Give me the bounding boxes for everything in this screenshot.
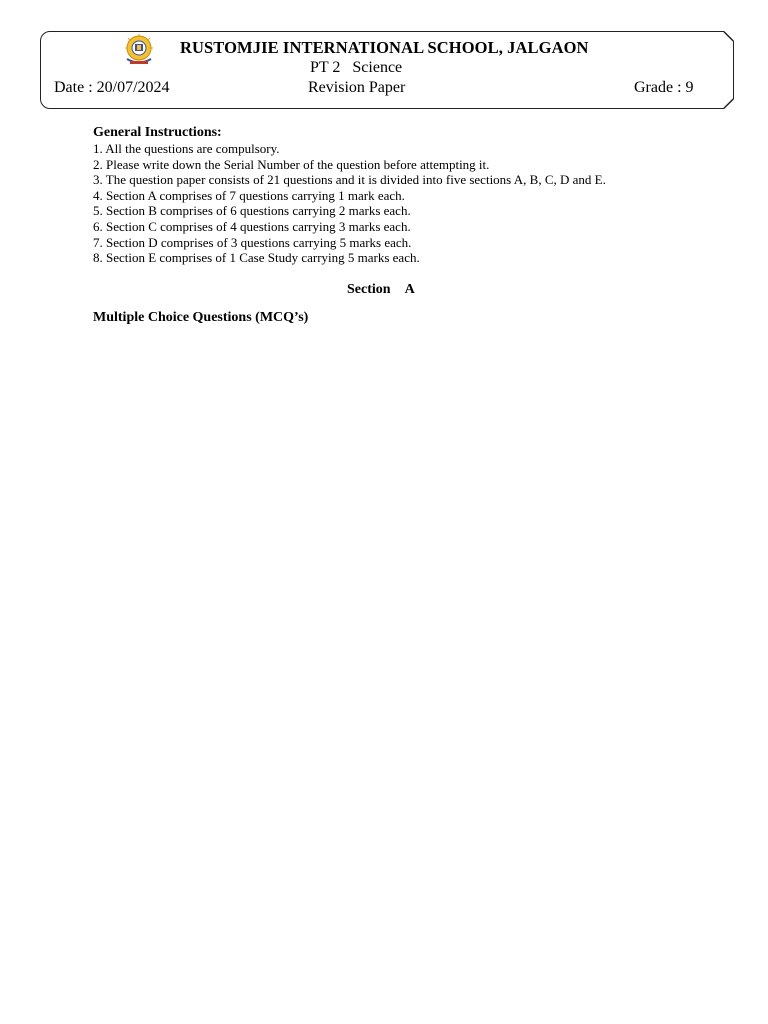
exam-subject-line bbox=[310, 59, 402, 77]
instruction-item: 1. All the questions are compulsory. bbox=[93, 141, 280, 156]
paper-type: Revision Paper bbox=[308, 79, 406, 96]
instruction-item: 7. Section D comprises of 3 questions carrying 5 marks each. bbox=[93, 234, 412, 250]
school-name: RUSTOMJIE INTERNATIONAL SCHOOL, JALGAON bbox=[180, 38, 589, 57]
subject-name: Science bbox=[352, 59, 403, 76]
school-emblem-icon bbox=[122, 33, 156, 67]
instruction-item: 2. Please write down the Serial Number of the question before attempting it. bbox=[93, 156, 490, 172]
general-instructions bbox=[93, 125, 606, 266]
mcq-subheading: Multiple Choice Questions (MCQ’s) bbox=[93, 310, 309, 325]
section-letter: A bbox=[404, 282, 415, 297]
instruction-item: 8. Section E comprises of 1 Case Study carrying 5 marks each. bbox=[93, 250, 420, 266]
instruction-item: 4. Section A comprises of 7 questions carrying 1 mark each. bbox=[93, 187, 405, 203]
grade-label: Grade : 9 bbox=[634, 79, 694, 96]
instruction-item: 5. Section B comprises of 6 questions carrying 2 marks each. bbox=[93, 203, 411, 219]
section-heading bbox=[347, 282, 415, 298]
instruction-item: 6. Section C comprises of 4 questions carrying 3 marks each. bbox=[93, 218, 411, 234]
exam-date: Date : 20/07/2024 bbox=[54, 79, 170, 96]
instruction-item: 3. The question paper consists of 21 questions and it is divided into five sections A, B, C, D and E. bbox=[93, 172, 606, 188]
instructions-heading: General Instructions: bbox=[93, 125, 222, 140]
instructions-list bbox=[93, 141, 606, 266]
section-label: Section bbox=[347, 282, 391, 297]
exam-name: PT 2 bbox=[310, 59, 341, 76]
